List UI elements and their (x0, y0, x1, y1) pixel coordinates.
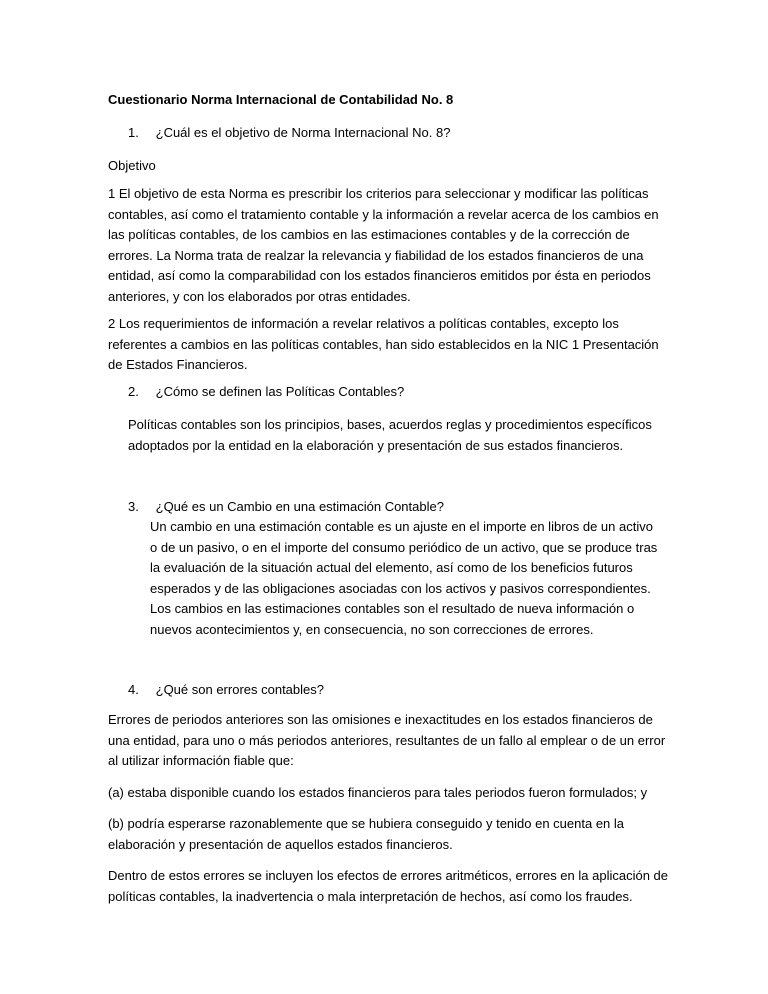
question-3-text: ¿Qué es un Cambio en una estimación Contable? (155, 499, 444, 514)
item-b: (b) podría esperarse razonablemente que se hubiera conseguido y tenido en cuenta en la elaboración y presentación de aquellos estados financieros. (108, 816, 625, 852)
answer-2: Políticas contables son los principios, bases, acuerdos reglas y procedimientos específicos adoptados por la entidad en la elaboración y presentación de sus estados financieros. (128, 417, 652, 453)
closing-paragraph: Dentro de estos errores se incluyen los efectos de errores aritméticos, errores en la aplicación de políticas contables, la inadvertencia o mala interpretación de hechos, así como los fraudes. (108, 868, 668, 904)
paragraph-1: 1 El objetivo de esta Norma es prescribir los criterios para seleccionar y modificar las políticas contables, así como el tratamiento contable y la información a revelar acerca de los cambios en las políticas contables, de los cambios en las estimaciones contables y de la corrección de errores. La Norma trata de realzar la relevancia y fiabilidad de los estados financieros de una entidad, así como la comparabilidad con los estados financieros emitidos por ésta en periodos anteriores, y con los elaborados por otras entidades. (108, 186, 659, 304)
document-title: Cuestionario Norma Internacional de Contabilidad No. 8 (108, 92, 454, 107)
question-1-number: 1. (128, 125, 139, 140)
question-4 (128, 680, 668, 701)
question-4-text: ¿Qué son errores contables? (155, 682, 324, 697)
question-3 (128, 497, 668, 518)
answer-3: Un cambio en una estimación contable es un ajuste en el importe en libros de un activo o de un pasivo, o en el importe del consumo periódico de un activo, que se produce tras la evaluación de la situación actual del elemento, así como de los beneficios futuros esperados y de las obligaciones asociadas con los activos y pasivos correspondientes. Los cambios en las estimaciones contables son el resultado de nueva información o nuevos acontecimientos y, en consecuencia, no son correcciones de errores. (150, 519, 658, 637)
answer-4: Errores de periodos anteriores son las omisiones e inexactitudes en los estados financieros de una entidad, para uno o más periodos anteriores, resultantes de un fallo al emplear o de un error al utilizar información fiable que: (108, 712, 666, 768)
question-2 (128, 382, 668, 403)
question-1 (128, 123, 668, 144)
question-2-number: 2. (128, 384, 139, 399)
objetivo-heading: Objetivo (108, 158, 156, 173)
question-4-number: 4. (128, 682, 139, 697)
item-a: (a) estaba disponible cuando los estados financieros para tales periodos fueron formulados; y (108, 785, 648, 800)
question-3-number: 3. (128, 499, 139, 514)
paragraph-2: 2 Los requerimientos de información a revelar relativos a políticas contables, excepto los referentes a cambios en las políticas contables, han sido establecidos en la NIC 1 Presentación de Estados Financieros. (108, 316, 659, 372)
question-1-text: ¿Cuál es el objetivo de Norma Internacional No. 8? (155, 125, 451, 140)
question-2-text: ¿Cómo se definen las Políticas Contables? (155, 384, 405, 399)
